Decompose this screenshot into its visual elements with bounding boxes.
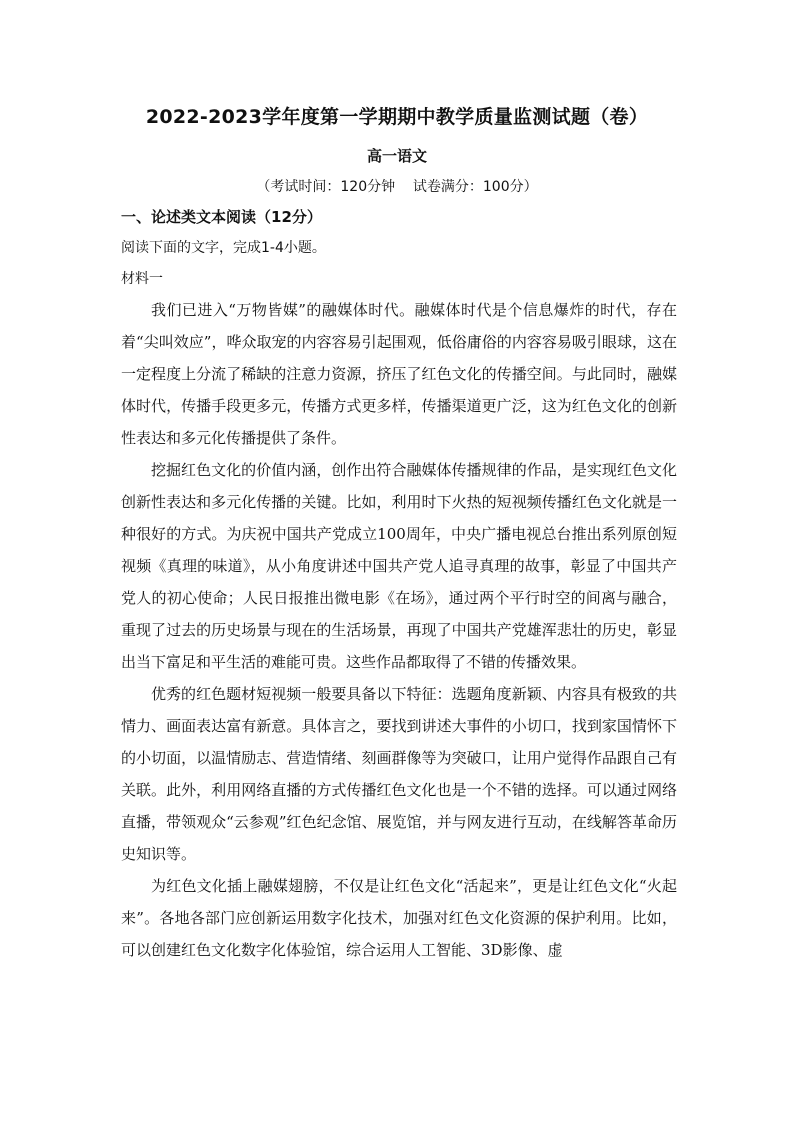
exam-info: （考试时间：120分钟 试卷满分：100分）	[256, 179, 538, 195]
exam-title: 2022-2023学年度第一学期期中教学质量监测试题（卷）	[145, 106, 649, 128]
paragraph-1: 我们已进入“万物皆媒”的融媒体时代。融媒体时代是个信息爆炸的时代，存在着“尖叫效应”，哗众取宠的内容容易引起围观，低俗庸俗的内容容易吸引眼球，这在一定程度上分流了稀缺的注意力资源，挤压了红色文化的传播空间。与此同时，融媒体时代，传播手段更多元，传播方式更多样，传播渠道更广泛，这为红色文化的创新性表达和多元化传播提供了条件。	[121, 301, 677, 447]
subject-title: 高一语文	[366, 147, 427, 165]
paragraph-4: 为红色文化插上融媒翅膀，不仅是让红色文化“活起来”，更是让红色文化“火起来”。各地各部门应创新运用数字化技术，加强对红色文化资源的保护利用。比如，可以创建红色文化数字化体验馆，综合运用人工智能、3D影像、虚	[121, 877, 677, 959]
material-label: 材料一	[121, 271, 163, 287]
paragraph-2: 挖掘红色文化的价值内涵，创作出符合融媒体传播规律的作品，是实现红色文化创新性表达和多元化传播的关键。比如，利用时下火热的短视频传播红色文化就是一种很好的方式。为庆祝中国共产党成立100周年，中央广播电视总台推出系列原创短视频《真理的味道》，从小角度讲述中国共产党人追寻真理的故事，彰显了中国共产党人的初心使命；人民日报推出微电影《在场》，通过两个平行时空的间离与融合，重现了过去的历史场景与现在的生活场景，再现了中国共产党雄浑悲壮的历史，彰显出当下富足和平生活的难能可贵。这些作品都取得了不错的传播效果。	[121, 461, 677, 671]
material-body	[121, 294, 677, 966]
section-heading: 一、论述类文本阅读（12分）	[121, 208, 322, 226]
section-instruction: 阅读下面的文字，完成1-4小题。	[121, 240, 326, 256]
paragraph-3: 优秀的红色题材短视频一般要具备以下特征：选题角度新颖、内容具有极致的共情力、画面表达富有新意。具体言之，要找到讲述大事件的小切口，找到家国情怀下的小切面，以温情励志、营造情绪、刻画群像等为突破口，让用户觉得作品跟自己有关联。此外，利用网络直播的方式传播红色文化也是一个不错的选择。可以通过网络直播，带领观众“云参观”红色纪念馆、展览馆，并与网友进行互动，在线解答革命历史知识等。	[121, 685, 677, 863]
